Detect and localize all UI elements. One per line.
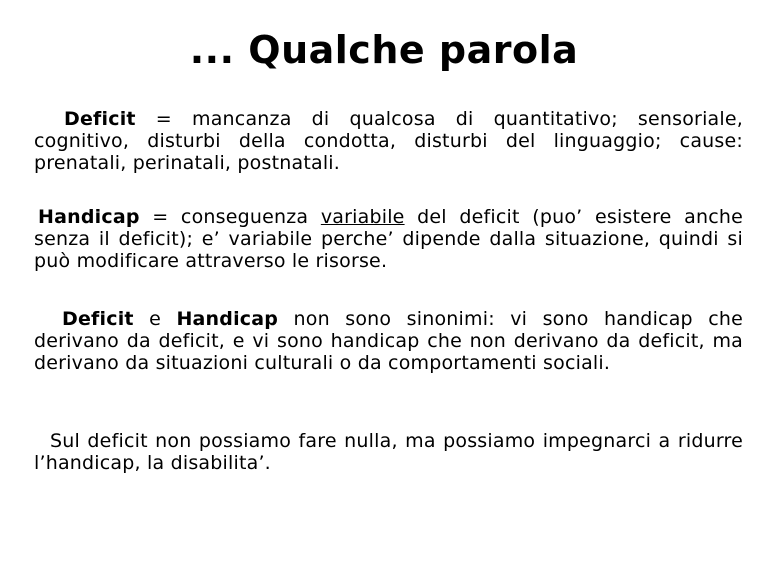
paragraph-conclusion	[34, 430, 743, 474]
paragraph-not-synonyms-text: non sono sinonimi: vi sono handicap che derivano da deficit, e vi sono handicap che non derivano da deficit, ma derivano da situazioni culturali o da comportamenti sociali.	[34, 308, 743, 374]
paragraph-handicap	[34, 206, 743, 272]
term-handicap: Handicap	[38, 206, 140, 228]
underlined-word-variabile: variabile	[320, 206, 405, 228]
paragraph-deficit	[34, 108, 743, 174]
slide-title: ... Qualche parola	[189, 28, 579, 72]
paragraph-handicap-text-after: del deficit (puo’ esistere anche senza il deficit); e’ variabile perche’ dipende dalla situazione, quindi si può modificare attraverso le risorse.	[34, 206, 743, 272]
paragraph-conclusion-text: Sul deficit non possiamo fare nulla, ma possiamo impegnarci a ridurre l’handicap, la disabilita’.	[34, 430, 743, 474]
term-deficit-2: Deficit	[62, 308, 134, 330]
paragraph-not-synonyms	[34, 308, 743, 374]
term-deficit: Deficit	[64, 108, 136, 130]
paragraph-handicap-text-before: = conseguenza	[139, 206, 321, 228]
joiner-e: e	[133, 308, 177, 330]
term-handicap-2: Handicap	[176, 308, 279, 330]
paragraph-deficit-text: = mancanza di qualcosa di quantitativo; sensoriale, cognitivo, disturbi della condotta, disturbi del linguaggio; cause: prenatali, perinatali, postnatali.	[34, 108, 743, 174]
